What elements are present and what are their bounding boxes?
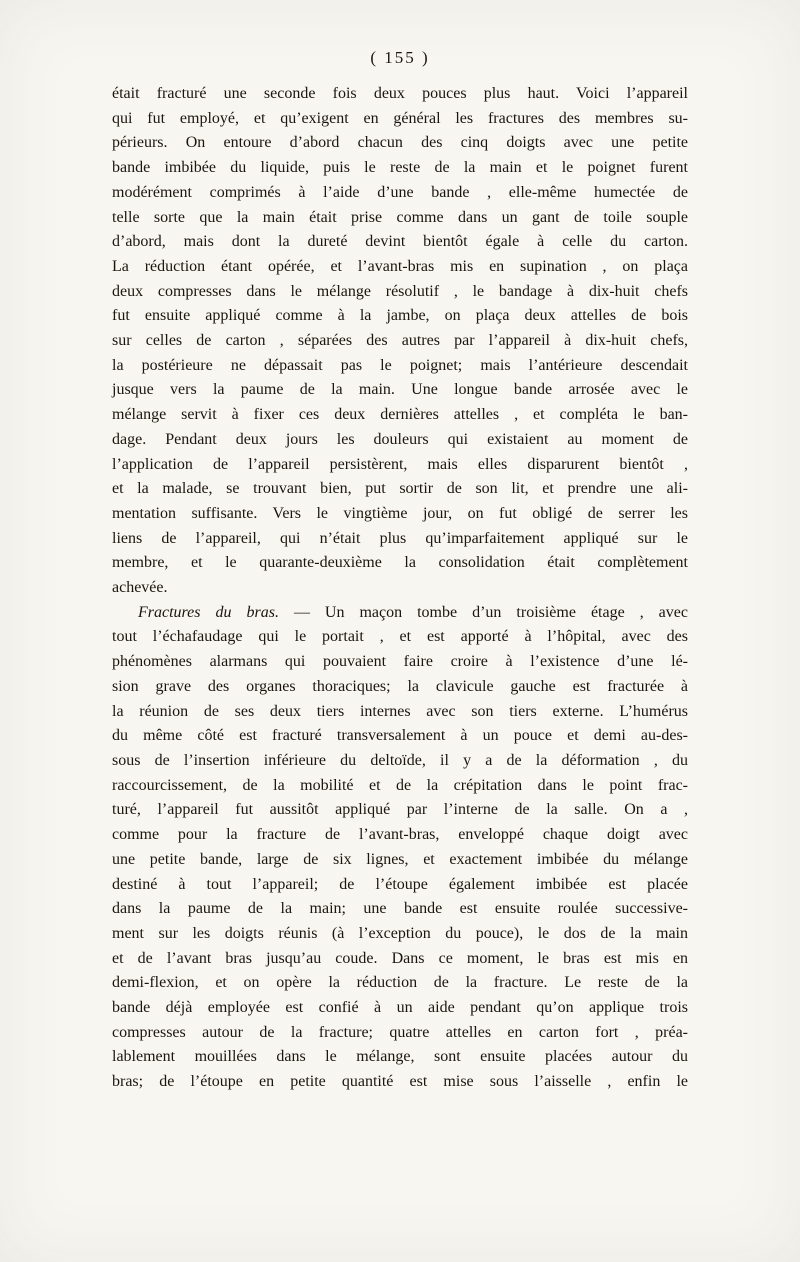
paragraph — [112, 601, 688, 1095]
text-line: sur celles de carton , séparées des autres par l’appareil à dix-huit chefs, — [112, 332, 688, 350]
text-line: bande déjà employée est confié à un aide pendant qu’on applique trois — [112, 999, 688, 1017]
text-line: telle sorte que la main était prise comme dans un gant de toile souple — [112, 208, 688, 226]
text-line: liens de l’appareil, qui n’était plus qu’imparfaitement appliqué sur le — [112, 529, 688, 547]
text-line: périeurs. On entoure d’abord chacun des cinq doigts avec une petite — [112, 134, 688, 152]
text-line: bande imbibée du liquide, puis le reste de la main et le poignet furent — [112, 159, 688, 177]
text-line: mentation suffisante. Vers le vingtième jour, on fut obligé de serrer les — [112, 504, 688, 522]
text-line: raccourcissement, de la mobilité et de la crépitation dans le point frac- — [112, 776, 688, 794]
text-line: deux compresses dans le mélange résolutif , le bandage à dix-huit chefs — [112, 282, 688, 300]
text-line: turé, l’appareil fut aussitôt appliqué par l’interne de la salle. On a , — [112, 801, 688, 819]
paragraph — [112, 82, 688, 601]
text-line: achevée. — [112, 579, 168, 597]
text-line: du même côté est fracturé transversalement à un pouce et demi au-des- — [112, 727, 688, 745]
text-line: était fracturé une seconde fois deux pouces plus haut. Voici l’appareil — [112, 85, 688, 102]
text-line: une petite bande, large de six lignes, et exactement imbibée du mélange — [112, 850, 688, 868]
text-line: modérément comprimés à l’aide d’une bande , elle-même humectée de — [112, 183, 688, 201]
text-line: sous de l’insertion inférieure du deltoïde, il y a de la déformation , du — [112, 751, 688, 769]
text-line: sion grave des organes thoraciques; la clavicule gauche est fracturée à — [112, 677, 688, 695]
text-line: d’abord, mais dont la dureté devint bientôt égale à celle du carton. — [112, 233, 688, 251]
text-line: et de l’avant bras jusqu’au coude. Dans ce moment, le bras est mis en — [112, 949, 688, 967]
text-line: qui fut employé, et qu’exigent en général les fractures des membres su- — [112, 109, 688, 127]
page-text — [112, 82, 688, 1095]
text-line: dage. Pendant deux jours les douleurs qui existaient au moment de — [112, 430, 688, 448]
text-line: membre, et le quarante-deuxième la consolidation était complètement — [112, 554, 688, 572]
text-line: l’application de l’appareil persistèrent, mais elles disparurent bientôt , — [112, 455, 688, 473]
text-line: ment sur les doigts réunis (à l’exception du pouce), le dos de la main — [112, 924, 688, 942]
text-line: la postérieure ne dépassait pas le poignet; mais l’antérieure descendait — [112, 356, 688, 374]
text-line: La réduction étant opérée, et l’avant-bras mis en supination , on plaça — [112, 257, 688, 275]
text-line: lablement mouillées dans le mélange, sont ensuite placées autour du — [112, 1048, 688, 1066]
text-line: compresses autour de la fracture; quatre attelles en carton fort , préa- — [112, 1023, 688, 1041]
page-number: ( 155 ) — [370, 48, 430, 67]
text-line: bras; de l’étoupe en petite quantité est mise sous l’aisselle , enfin le — [112, 1073, 688, 1091]
text-line: comme pour la fracture de l’avant-bras, enveloppé chaque doigt avec — [112, 826, 688, 844]
text-line: la réunion de ses deux tiers internes avec son tiers externe. L’humérus — [112, 702, 688, 720]
text-line: fut ensuite appliqué comme à la jambe, on plaça deux attelles de bois — [112, 307, 688, 325]
text-line: destiné à tout l’appareil; de l’étoupe également imbibée est placée — [112, 875, 688, 893]
text-line: dans la paume de la main; une bande est ensuite roulée successive- — [112, 900, 688, 918]
paragraph-lead-italic: Fractures du bras. — [138, 603, 294, 621]
text-line: phénomènes alarmans qui pouvaient faire croire à l’existence d’une lé- — [112, 653, 688, 671]
text-line: jusque vers la paume de la main. Une longue bande arrosée avec le — [112, 381, 688, 399]
text-line: et la malade, se trouvant bien, put sortir de son lit, et prendre une ali- — [112, 480, 688, 498]
text-line: tout l’échafaudage qui le portait , et est apporté à l’hôpital, avec des — [112, 628, 688, 646]
text-line: demi-flexion, et on opère la réduction de la fracture. Le reste de la — [112, 974, 688, 992]
text-line: mélange servit à fixer ces deux dernières attelles , et compléta le ban- — [112, 406, 688, 424]
text-line: Fractures du bras. — Un maçon tombe d’un troisième étage , avec — [138, 603, 688, 621]
